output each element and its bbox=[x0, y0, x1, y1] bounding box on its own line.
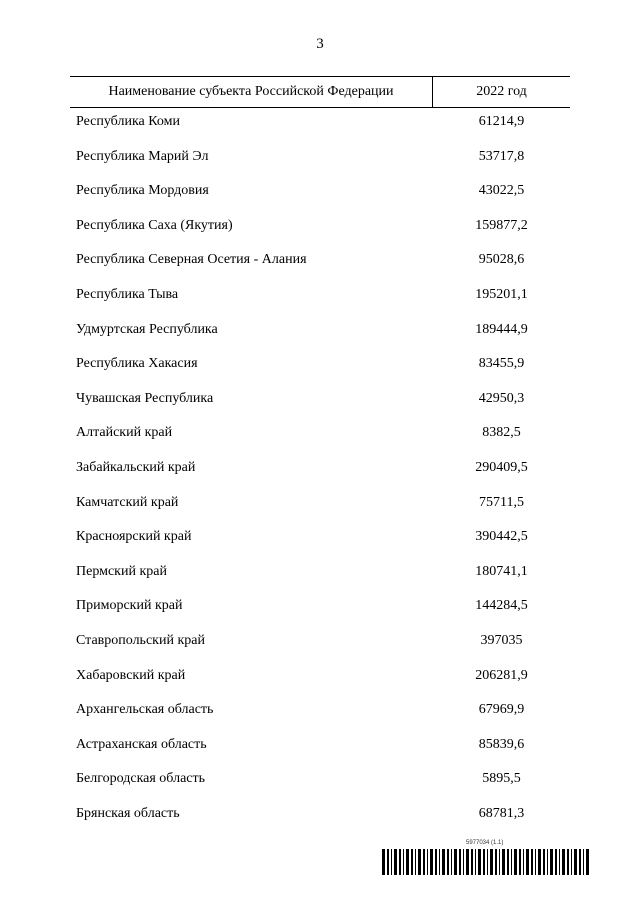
region-name: Удмуртская Республика bbox=[76, 321, 218, 337]
region-value: 85839,6 bbox=[478, 736, 525, 752]
region-name: Архангельская область bbox=[76, 702, 214, 718]
region-value: 189444,9 bbox=[475, 321, 528, 337]
region-name: Республика Хакасия bbox=[76, 356, 198, 372]
table-row bbox=[70, 487, 570, 522]
region-name: Чувашская Республика bbox=[76, 390, 214, 406]
barcode-icon bbox=[382, 849, 590, 875]
table-row bbox=[70, 798, 570, 833]
table-row bbox=[70, 452, 570, 487]
region-name: Республика Коми bbox=[76, 114, 180, 129]
region-value: 195201,1 bbox=[475, 286, 528, 302]
header-region-name: Наименование субъекта Российской Федерации bbox=[70, 77, 433, 107]
table-body bbox=[70, 106, 570, 832]
region-name: Республика Тыва bbox=[76, 286, 179, 302]
region-name: Республика Саха (Якутия) bbox=[76, 217, 233, 233]
table-row bbox=[70, 763, 570, 798]
region-value: 83455,9 bbox=[478, 356, 525, 372]
region-name: Белгородская область bbox=[76, 771, 206, 787]
table-row bbox=[70, 556, 570, 591]
region-value: 390442,5 bbox=[475, 529, 528, 545]
region-value: 43022,5 bbox=[478, 183, 525, 199]
table-row bbox=[70, 625, 570, 660]
region-name: Приморский край bbox=[76, 598, 183, 614]
table-row bbox=[70, 279, 570, 314]
table-row bbox=[70, 314, 570, 349]
region-value: 144284,5 bbox=[475, 598, 528, 614]
region-name: Республика Мордовия bbox=[76, 183, 209, 199]
region-value: 290409,5 bbox=[475, 459, 528, 475]
region-name: Хабаровский край bbox=[76, 667, 186, 683]
region-value: 5895,5 bbox=[482, 771, 521, 787]
table-row bbox=[70, 348, 570, 383]
table-row bbox=[70, 694, 570, 729]
region-value: 159877,2 bbox=[475, 217, 528, 233]
table-row bbox=[70, 729, 570, 764]
header-year: 2022 год bbox=[476, 84, 527, 99]
table-row bbox=[70, 141, 570, 176]
region-name: Пермский край bbox=[76, 563, 167, 579]
table-row bbox=[70, 417, 570, 452]
region-name: Камчатский край bbox=[76, 494, 179, 510]
table-row bbox=[70, 106, 570, 141]
region-value: 61214,9 bbox=[478, 114, 525, 129]
table-row bbox=[70, 590, 570, 625]
region-value: 67969,9 bbox=[478, 702, 525, 718]
page-number: 3 bbox=[316, 36, 324, 52]
region-value: 42950,3 bbox=[478, 390, 525, 406]
table-row bbox=[70, 521, 570, 556]
region-value: 206281,9 bbox=[475, 667, 528, 683]
table-row bbox=[70, 244, 570, 279]
region-value: 53717,8 bbox=[478, 148, 525, 164]
region-name: Брянская область bbox=[76, 805, 180, 821]
table-row bbox=[70, 210, 570, 245]
region-value: 68781,3 bbox=[478, 805, 525, 821]
region-value: 180741,1 bbox=[475, 563, 528, 579]
region-name: Алтайский край bbox=[76, 425, 173, 441]
table-row bbox=[70, 175, 570, 210]
region-value: 75711,5 bbox=[479, 494, 524, 510]
barcode-caption: 5977034 (1.1) bbox=[466, 840, 504, 846]
region-value: 397035 bbox=[480, 632, 523, 648]
region-value: 95028,6 bbox=[478, 252, 525, 268]
region-name: Красноярский край bbox=[76, 529, 192, 545]
region-name: Астраханская область bbox=[76, 736, 207, 752]
table-header bbox=[70, 76, 570, 108]
region-name: Ставропольский край bbox=[76, 632, 205, 648]
region-name: Республика Северная Осетия - Алания bbox=[76, 252, 307, 268]
region-name: Республика Марий Эл bbox=[76, 148, 209, 164]
region-value: 8382,5 bbox=[482, 425, 521, 441]
table-row bbox=[70, 660, 570, 695]
table-row bbox=[70, 383, 570, 418]
region-name: Забайкальский край bbox=[76, 459, 196, 475]
